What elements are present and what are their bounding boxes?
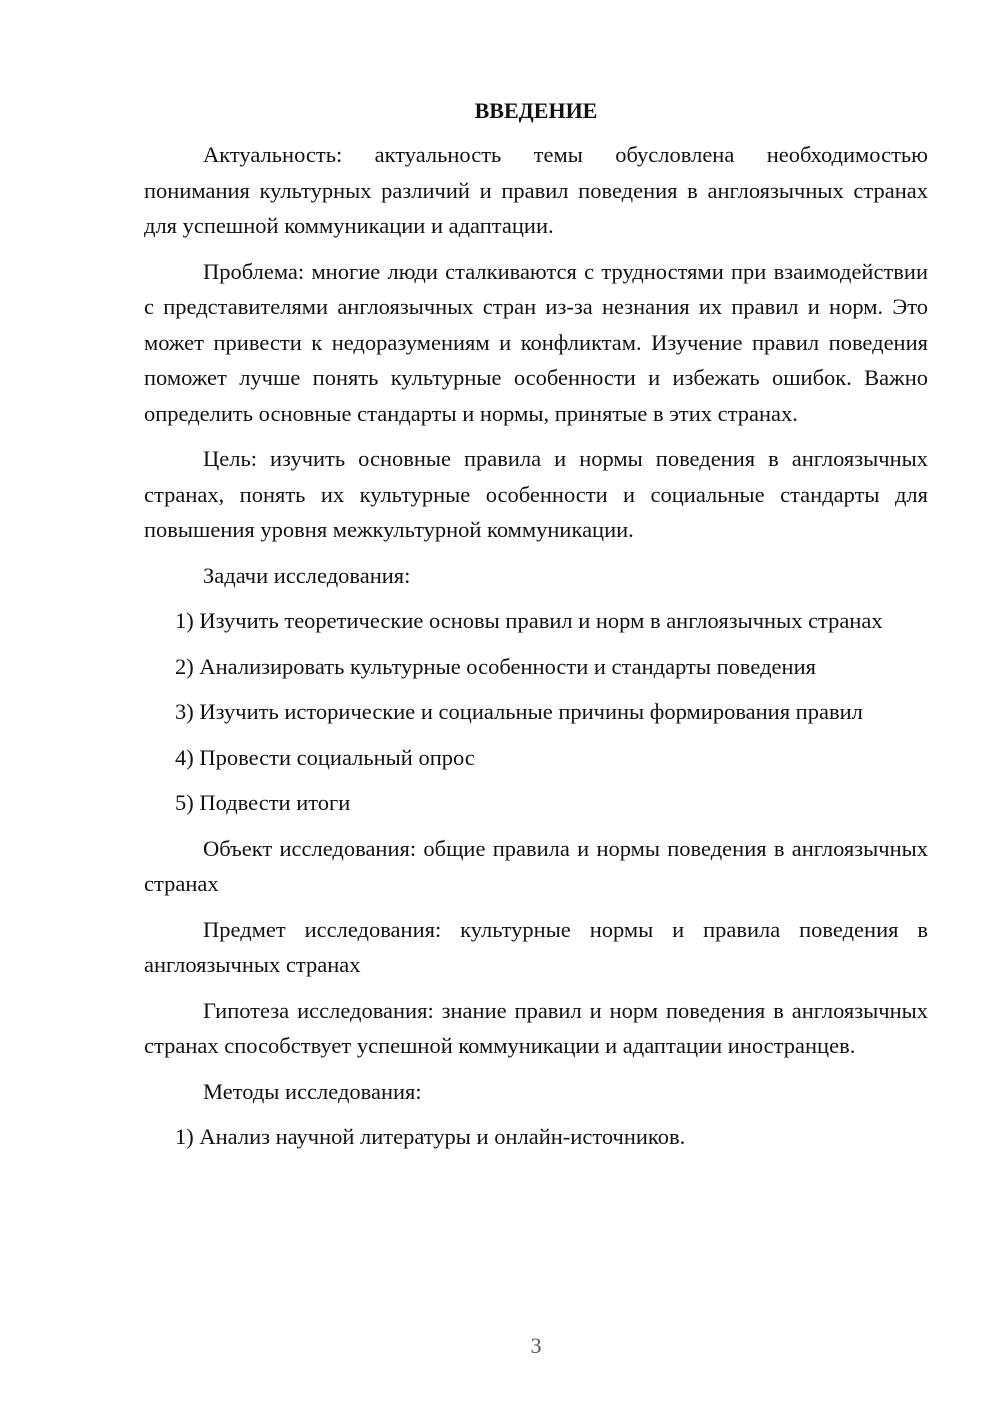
object-paragraph: Объект исследования: общие правила и нормы поведения в англоязычных странах — [144, 835, 928, 896]
task-item-1: 1) Изучить теоретические основы правил и норм в англоязычных странах — [175, 608, 883, 633]
tasks-heading: Задачи исследования: — [203, 562, 411, 588]
subject-paragraph: Предмет исследования: культурные нормы и правила поведения в англоязычных странах — [144, 916, 928, 977]
goal-paragraph: Цель: изучить основные правила и нормы поведения в англоязычных странах, понять их культурные особенности и социальные стандарты для повышения уровня межкультурной коммуникации. — [144, 446, 928, 542]
task-item-3: 3) Изучить исторические и социальные причины формирования правил — [175, 699, 863, 724]
section-heading: ВВЕДЕНИЕ — [474, 98, 598, 123]
relevance-paragraph: Актуальность: актуальность темы обусловлена необходимостью понимания культурных различий и правил поведения в англоязычных странах для успешной коммуникации и адаптации. — [144, 142, 928, 238]
page-number: 3 — [530, 1333, 542, 1358]
document-body — [144, 95, 928, 1155]
methods-heading: Методы исследования: — [203, 1078, 422, 1104]
task-item-4: 4) Провести социальный опрос — [175, 744, 475, 770]
method-item-1: 1) Анализ научной литературы и онлайн-источников. — [175, 1124, 686, 1149]
problem-paragraph: Проблема: многие люди сталкиваются с трудностями при взаимодействии с представителями англоязычных стран из-за незнания их правил и норм. Это может привести к недоразумениям и конфликтам. Изучение правил поведения поможет лучше понять культурные особенности и избежать ошибок. Важно определить основные стандарты и нормы, принятые в этих странах. — [144, 258, 928, 426]
task-item-5: 5) Подвести итоги — [175, 790, 351, 815]
task-item-2: 2) Анализировать культурные особенности и стандарты поведения — [175, 653, 816, 679]
hypothesis-paragraph: Гипотеза исследования: знание правил и норм поведения в англоязычных странах способствует успешной коммуникации и адаптации иностранцев. — [144, 997, 928, 1058]
